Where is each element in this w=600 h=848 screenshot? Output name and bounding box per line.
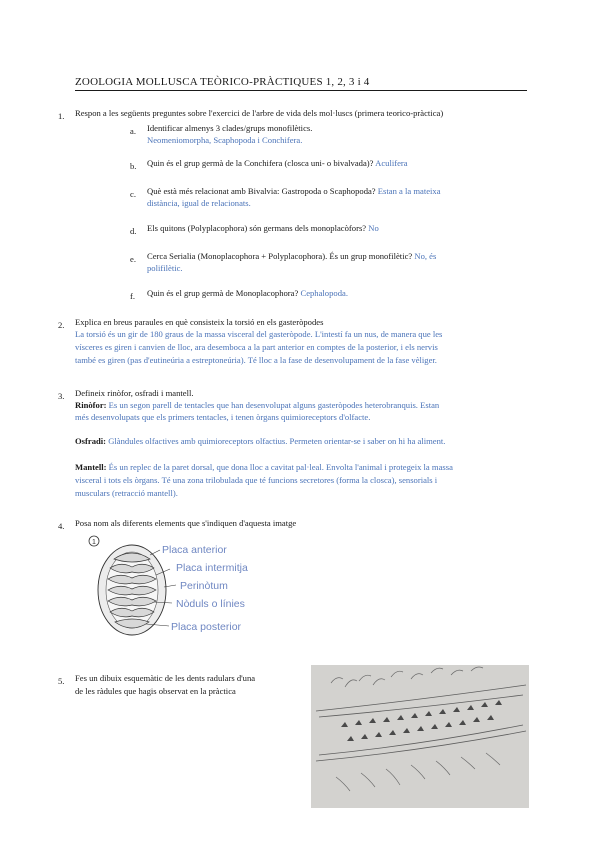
rinofor-text-1: Es un segon parell de tentacles que han desenvolupat alguns gasteròpodes heterobranquis. Estan [108,400,440,410]
mantell-text-3: musculars (retracció mantell). [75,488,178,498]
q1f-letter: f. [130,291,136,301]
q1c-letter: c. [130,189,136,199]
label-placa-anterior: Placa anterior [162,544,227,556]
q1e-line [147,250,527,264]
q2-number: 2. [58,320,65,330]
radula-drawing-photo [311,665,529,808]
mantell-definition [75,461,453,475]
page-title: ZOOLOGIA MOLLUSCA TEÒRICO-PRÀCTIQUES 1, 2, 3 i 4 [75,76,527,91]
q2-answer-line: vísceres es giren i canvien de lloc, ara desemboca a la part anterior en comptes de la posterior, i els nervis [75,342,438,352]
mantell-term: Mantell: [75,462,107,472]
mantell-text-1: És un replec de la paret dorsal, que dona lloc a cavitat pal·leal. Envolta l'animal i protegeix la massa [108,462,453,472]
q1c-answer-1: Estan a la mateixa [377,186,441,196]
label-placa-intermitja: Placa intermitja [176,562,248,574]
q1b-question: Quin és el grup germà de la Conchifera (closca uni- o bivalvada)? [147,158,374,168]
q1e-answer-2: polifilètic. [147,263,183,273]
q1c-answer-2: distància, igual de relacionats. [147,198,251,208]
q1c-question: Què està més relacionat amb Bivalvia: Gastropoda o Scaphopoda? [147,186,376,196]
q1-number: 1. [58,111,65,121]
q1f-line [147,287,348,301]
q4-number: 4. [58,521,65,531]
q5-question-1: Fes un dibuix esquemàtic de les dents radulars d'una [75,673,256,683]
rinofor-text-2: més desenvolupats que els primers tentacles, i tenen òrgans quimioreceptors d'olfacte. [75,412,371,422]
chiton-figure [84,533,264,638]
q1e-letter: e. [130,254,136,264]
q1f-question: Quin és el grup germà de Monoplacophora? [147,288,299,298]
q1b-answer: Aculifera [375,158,408,168]
q1b-letter: b. [130,161,137,171]
q1a-letter: a. [130,126,136,136]
osfradi-text: Glàndules olfactives amb quimioreceptors olfactius. Permeten orientar-se i saber on hi ha aliment. [108,436,446,446]
q4-question: Posa nom als diferents elements que s'indiquen d'aquesta imatge [75,518,297,528]
q3-question: Defineix rinòfor, osfradi i mantell. [75,388,194,398]
figure-number: 1 [92,539,96,546]
q1d-answer: No [368,223,379,233]
label-placa-posterior: Placa posterior [171,621,242,633]
q2-answer-line: també es giren (pas d'eutineúria a estreptoneúria). Té lloc a la fase de desenvolupament de la fase vèliger. [75,355,437,365]
q1e-question: Cerca Serialia (Monoplacophora + Polyplacophora). És un grup monofilètic? [147,251,413,261]
q1f-answer: Cephalopoda. [300,288,348,298]
rinofor-term: Rinòfor: [75,400,107,410]
q1d-letter: d. [130,226,137,236]
q2-answer-line: La torsió és un gir de 180 graus de la massa visceral del gasteròpode. L'intestí fa un nus, de manera que les [75,329,443,339]
osfradi-term: Osfradi: [75,436,107,446]
label-perinotum: Perinòtum [180,580,228,592]
radula-sketch [311,665,529,808]
q3-number: 3. [58,391,65,401]
q1b-line [147,157,408,171]
q1a-question: Identificar almenys 3 clades/grups monofilètics. [147,123,313,133]
osfradi-definition [75,435,445,449]
mantell-text-2: visceral i tots els òrgans. Té una zona trilobulada que té funcions secretores (forma la closca), sensorials i [75,475,438,485]
q1a-answer: Neomeniomorpha, Scaphopoda i Conchifera. [147,135,303,145]
q1d-question: Els quitons (Polyplacophora) són germans dels monoplacòfors? [147,223,367,233]
q1-question: Respon a les següents preguntes sobre l'exercici de l'arbre de vida dels mol·luscs (primera teorico-pràctica) [75,108,444,118]
q5-question-2: de les ràdules que hagis observat en la pràctica [75,686,236,696]
label-noduls-linies: Nòduls o línies [176,598,245,610]
q1e-answer-1: No, és [414,251,437,261]
q5-number: 5. [58,676,65,686]
q1d-line [147,222,379,236]
q2-question: Explica en breus paraules en què consisteix la torsió en els gasteròpodes [75,317,324,327]
